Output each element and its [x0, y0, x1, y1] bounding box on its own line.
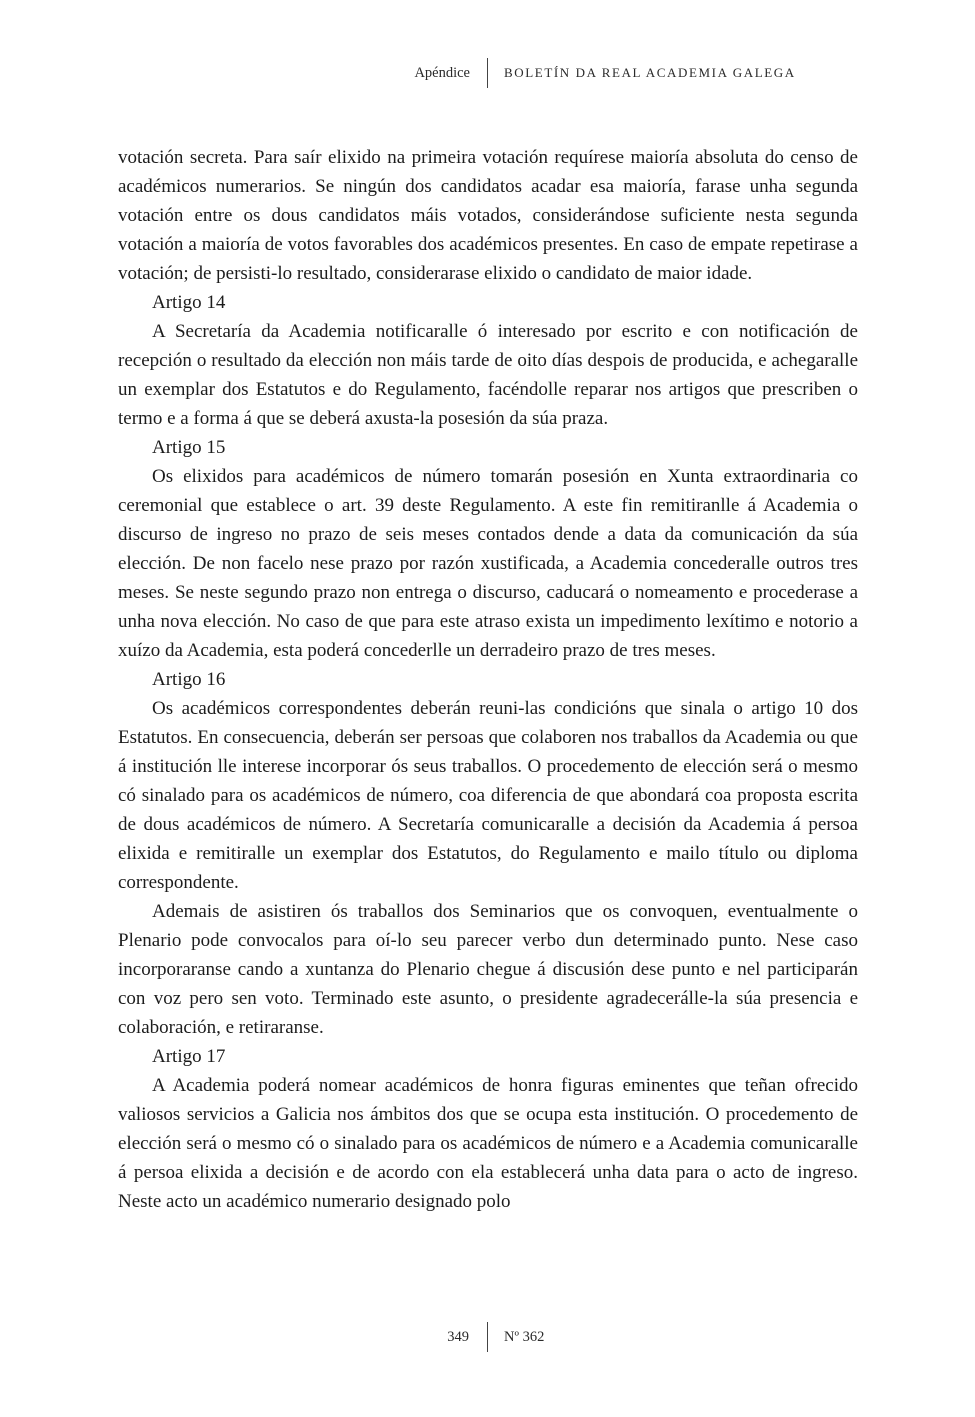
paragraph-artigo-15: Os elixidos para académicos de número tomarán posesión en Xunta extraordinaria co ceremonial que establece o art. 39 deste Regulamento. A este fin remitiranlle á Academia o discurso de ingreso no prazo de seis meses contados dende a data da comunicación da súa elección. De non facelo nese prazo por razón xustificada, a Academia concederalle outros tres meses. Se neste segundo prazo non entrega o discurso, caducará o nomeamento e procederase a unha nova elección. No caso de que para este atraso exista un impedimento lexítimo e notorio a xuízo da Academia, esta poderá concederlle un derradeiro prazo de tres meses.	[118, 466, 858, 661]
footer-issue-number: Nº 362	[504, 1328, 545, 1345]
paragraph-artigo-16-a: Os académicos correspondentes deberán reuni-las condicións que sinala o artigo 10 dos Estatutos. En consecuencia, deberán ser persoas que colaboren nos traballos da Academia ou que á institución lle interese incorporar ós seus traballos. O procedemento de elección será o mesmo có sinalado para os académicos de número, coa diferencia de que abondará coa proposta escrita de dous académicos de número. A Secretaría comunicaralle a decisión da Academia á persoa elixida e remitiralle un exemplar dos Estatutos, do Regulamento e mailo título ou diploma correspondente.	[118, 698, 858, 893]
page-footer	[0, 1320, 975, 1354]
paragraph-artigo-16-b: Ademais de asistiren ós traballos dos Seminarios que os convoquen, eventualmente o Plenario pode convocalos para oí-lo seu parecer verbo dun determinado punto. Nese caso incorporaranse cando a xuntanza do Plenario chegue á discusión dese punto e nel participarán con voz pero sen voto. Terminado este asunto, o presidente agradecerálle-la súa presencia e colaboración, e retiraranse.	[118, 901, 858, 1038]
article-heading-15: Artigo 15	[152, 437, 226, 458]
document-body	[118, 143, 858, 1216]
page-header	[0, 56, 975, 90]
header-journal-title: BOLETÍN DA REAL ACADEMIA GALEGA	[504, 65, 796, 80]
paragraph-artigo-17: A Academia poderá nomear académicos de honra figuras eminentes que teñan ofrecido valiosos servicios a Galicia nos ámbitos dos que se ocupa esta institución. O procedemento de elección será o mesmo có o sinalado para os académicos de número e a Academia comunicaralle á persoa elixida a decisión e de acordo con ela establecerá unha data para o acto de ingreso. Neste acto un académico numerario designado polo	[118, 1075, 858, 1212]
paragraph-continuation: votación secreta. Para saír elixido na primeira votación requírese maioría absoluta do censo de académicos numerarios. Se ningún dos candidatos acadar esa maioría, farase unha segunda votación entre os dous candidatos máis votados, considerándose suficiente nesta segunda votación a maioría de votos favorables dos académicos presentes. En caso de empate repetirase a votación; de persisti-lo resultado, considerarase elixido o candidato de maior idade.	[118, 147, 858, 284]
article-heading-14: Artigo 14	[152, 292, 226, 313]
header-section-label: Apéndice	[414, 64, 470, 81]
article-heading-17: Artigo 17	[152, 1046, 226, 1067]
footer-page-number: 349	[447, 1328, 469, 1345]
paragraph-artigo-14: A Secretaría da Academia notificaralle ó interesado por escrito e con notificación de recepción o resultado da elección non máis tarde de oito días despois de producida, e achegaralle un exemplar dos Estatutos e do Regulamento, facéndolle reparar nos artigos que prescriben o termo e a forma á que se deberá axusta-la posesión da súa praza.	[118, 321, 858, 429]
article-heading-16: Artigo 16	[152, 669, 226, 690]
